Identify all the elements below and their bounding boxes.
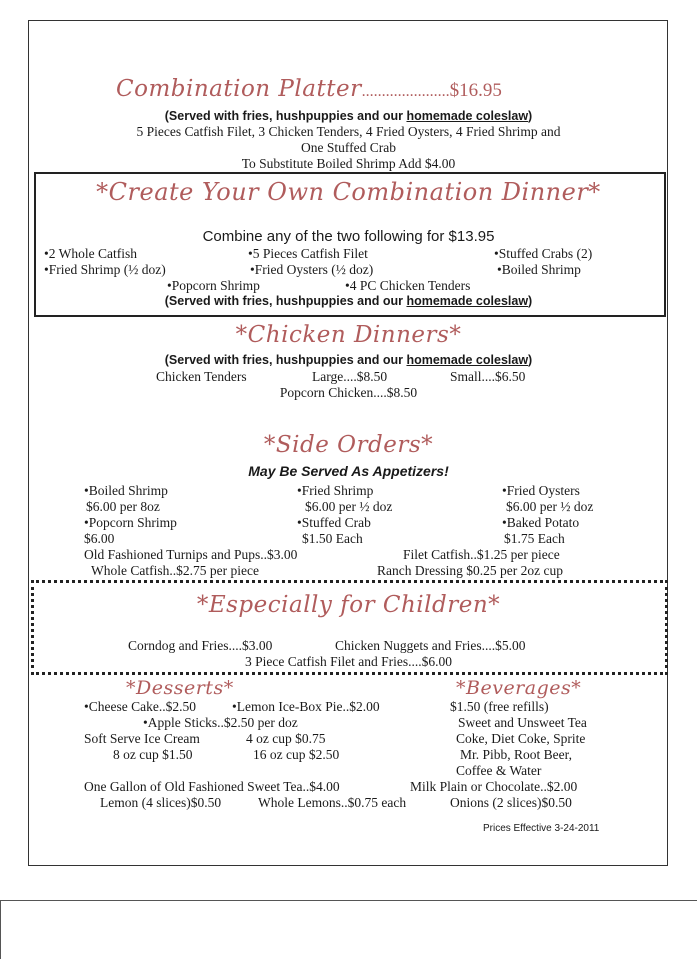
beverages-title: *Beverages* [456,677,582,699]
side-turnips: Old Fashioned Turnips and Pups..$3.00 [84,547,298,562]
chicken-large: Large....$8.50 [312,369,388,384]
side-item: •Baked Potato [502,515,580,530]
combo-platter-price: $16.95 [449,80,502,101]
side-price: $1.50 Each [302,531,363,546]
side-price: $6.00 [84,531,115,546]
create-own-item: •5 Pieces Catfish Filet [248,246,368,261]
dessert-item: 4 oz cup $0.75 [246,731,326,746]
create-own-item: •Popcorn Shrimp [167,278,260,293]
served-underline: homemade coleslaw [406,109,529,123]
served-suffix: ) [528,109,533,123]
served-underline: homemade coleslaw [406,353,529,367]
dessert-item: •Apple Sticks..$2.50 per doz [143,715,298,730]
sides-title: *Side Orders* [263,432,434,458]
extra-onions: Onions (2 slices)$0.50 [450,795,572,810]
combo-line-3: To Substitute Boiled Shrimp Add $4.00 [241,156,456,171]
dessert-item: 16 oz cup $2.50 [253,747,340,762]
create-own-subtitle: Combine any of the two following for $13.95 [202,228,495,245]
dessert-item: Soft Serve Ice Cream [84,731,200,746]
sides-subtitle: May Be Served As Appetizers! [248,463,449,479]
combo-line-2: One Stuffed Crab [301,140,396,155]
side-item: •Stuffed Crab [297,515,371,530]
prices-effective: Prices Effective 3-24-2011 [483,823,600,834]
side-price: $1.75 Each [504,531,565,546]
dessert-item: •Lemon Ice-Box Pie..$2.00 [232,699,380,714]
side-item: •Boiled Shrimp [84,483,168,498]
chicken-small: Small....$6.50 [450,369,526,384]
beverage-line: Coffee & Water [456,763,542,778]
side-price: $6.00 per ½ doz [506,499,594,514]
side-item: •Fried Shrimp [297,483,374,498]
combo-served-note [0,109,697,123]
extra-lemon: Lemon (4 slices)$0.50 [100,795,222,810]
side-whole: Whole Catfish..$2.75 per piece [91,563,259,578]
side-item: •Fried Oysters [502,483,580,498]
chicken-popcorn: Popcorn Chicken....$8.50 [279,385,418,400]
combo-platter-title: Combination Platter [116,76,362,102]
children-nuggets: Chicken Nuggets and Fries....$5.00 [335,638,526,653]
side-ranch: Ranch Dressing $0.25 per 2oz cup [377,563,563,578]
side-price: $6.00 per 8oz [86,499,160,514]
served-underline: homemade coleslaw [406,294,529,308]
chicken-title: *Chicken Dinners* [235,322,462,348]
children-title: *Especially for Children* [196,592,501,618]
create-own-served-note [0,294,697,308]
served-prefix: (Served with fries, hushpuppies and our [164,294,407,308]
desserts-title: *Desserts* [126,677,234,699]
beverage-line: Coke, Diet Coke, Sprite [456,731,586,746]
combo-platter-heading [116,76,502,102]
extra-gallon: One Gallon of Old Fashioned Sweet Tea..$4.00 [84,779,340,794]
combo-line-1: 5 Pieces Catfish Filet, 3 Chicken Tenders, 4 Fried Oysters, 4 Fried Shrimp and [136,124,561,139]
served-suffix: ) [528,294,533,308]
side-item: •Popcorn Shrimp [84,515,177,530]
served-prefix: (Served with fries, hushpuppies and our [164,353,407,367]
chicken-served-note [0,353,697,367]
combo-platter-dots: ...................... [361,83,450,100]
create-own-item: •Fried Oysters (½ doz) [250,262,374,277]
dessert-item: •Cheese Cake..$2.50 [84,699,196,714]
beverage-line: Sweet and Unsweet Tea [458,715,587,730]
side-price: $6.00 per ½ doz [305,499,393,514]
children-corndog: Corndog and Fries....$3.00 [128,638,273,653]
beverage-line: Mr. Pibb, Root Beer, [460,747,572,762]
extra-whole-lemons: Whole Lemons..$0.75 each [258,795,407,810]
scan-edge-tick [0,900,1,959]
scan-edge-line [0,900,697,901]
create-own-title: *Create Your Own Combination Dinner* [96,178,601,206]
beverage-line: $1.50 (free refills) [450,699,549,714]
side-filet: Filet Catfish..$1.25 per piece [403,547,560,562]
extra-milk: Milk Plain or Chocolate..$2.00 [410,779,578,794]
create-own-item: •Fried Shrimp (½ doz) [44,262,166,277]
dessert-item: 8 oz cup $1.50 [113,747,193,762]
create-own-item: •2 Whole Catfish [44,246,137,261]
create-own-item: •4 PC Chicken Tenders [345,278,471,293]
chicken-tenders: Chicken Tenders [156,369,247,384]
children-filet: 3 Piece Catfish Filet and Fries....$6.00 [245,654,452,669]
create-own-item: •Boiled Shrimp [497,262,581,277]
create-own-item: •Stuffed Crabs (2) [494,246,593,261]
served-prefix: (Served with fries, hushpuppies and our [164,109,407,123]
served-suffix: ) [528,353,533,367]
